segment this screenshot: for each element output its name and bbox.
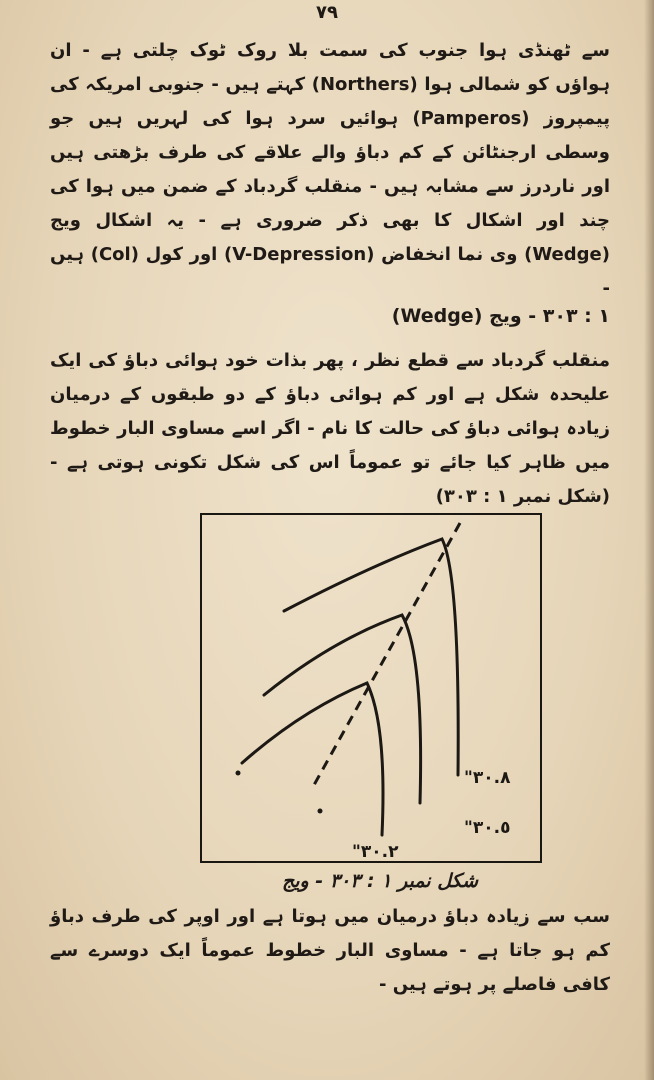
isobar-label-outer: "٣٠.٨	[464, 768, 511, 788]
mark-dot	[318, 809, 323, 814]
isobar-middle	[264, 615, 421, 803]
paragraph-northers: سے ٹھنڈی ہوا جنوب کی سمت بلا روک ٹوک چلتی ہے - ان ہواؤں کو شمالی ہوا (Northers) کہتے ہیں - جنوبی امریکہ کی پیمپروز (Pamperos) ہوائیں سرد ہوا کی لہریں ہیں جو وسطی ارجنٹائن کے کم دباؤ والے علاقے کی طرف بڑھتی ہیں اور ناردرز سے مشابہ ہیں - منقلب گردباد کے ضمن میں ہوا کی چند اور اشکال کا بھی ذکر ضروری ہے - یہ اشکال ویج (Wedge) وی نما انخفاض (V-Depression) اور کول (Col) ہیں -	[50, 40, 611, 299]
section-heading-wedge: ۱ : ۳۰۳ - ویج (Wedge)	[391, 305, 610, 327]
isobar-label-middle: "٣٠.٥	[464, 818, 511, 838]
page-number: ٧٩	[316, 2, 338, 23]
paragraph-wedge-definition: منقلب گردباد سے قطع نظر ، پھر بذات خود ہوائی دباؤ کی ایک علیحدہ شکل ہے اور کم ہوائی دباؤ کے دو طبقوں کے درمیان زیادہ ہوائی دباؤ کی حالت کا نام - اگر اسے مساوی البار خطوط میں ظاہر کیا جائے تو عموماً اس کی شکل تکونی ہوتی ہے - (شکل نمبر ۱ : ۳۰۳)	[50, 350, 610, 507]
isobar-label-inner: "٣٠.٢	[352, 842, 399, 860]
wedge-diagram	[202, 515, 539, 860]
paragraph-wedge-pressure: سب سے زیادہ دباؤ درمیان میں ہوتا ہے اور اوپر کی طرف دباؤ کم ہو جاتا ہے - مساوی البار خطوط عموماً ایک دوسرے سے کافی فاصلے پر ہوتے ہیں -	[50, 906, 610, 995]
wedge-figure	[200, 513, 542, 863]
figure-caption: شکل نمبر ۱ : ۳۰۳ - ویج	[281, 870, 479, 892]
mark-dot	[236, 771, 241, 776]
isobar-inner	[242, 683, 383, 835]
page-edge-shadow	[644, 0, 654, 1080]
